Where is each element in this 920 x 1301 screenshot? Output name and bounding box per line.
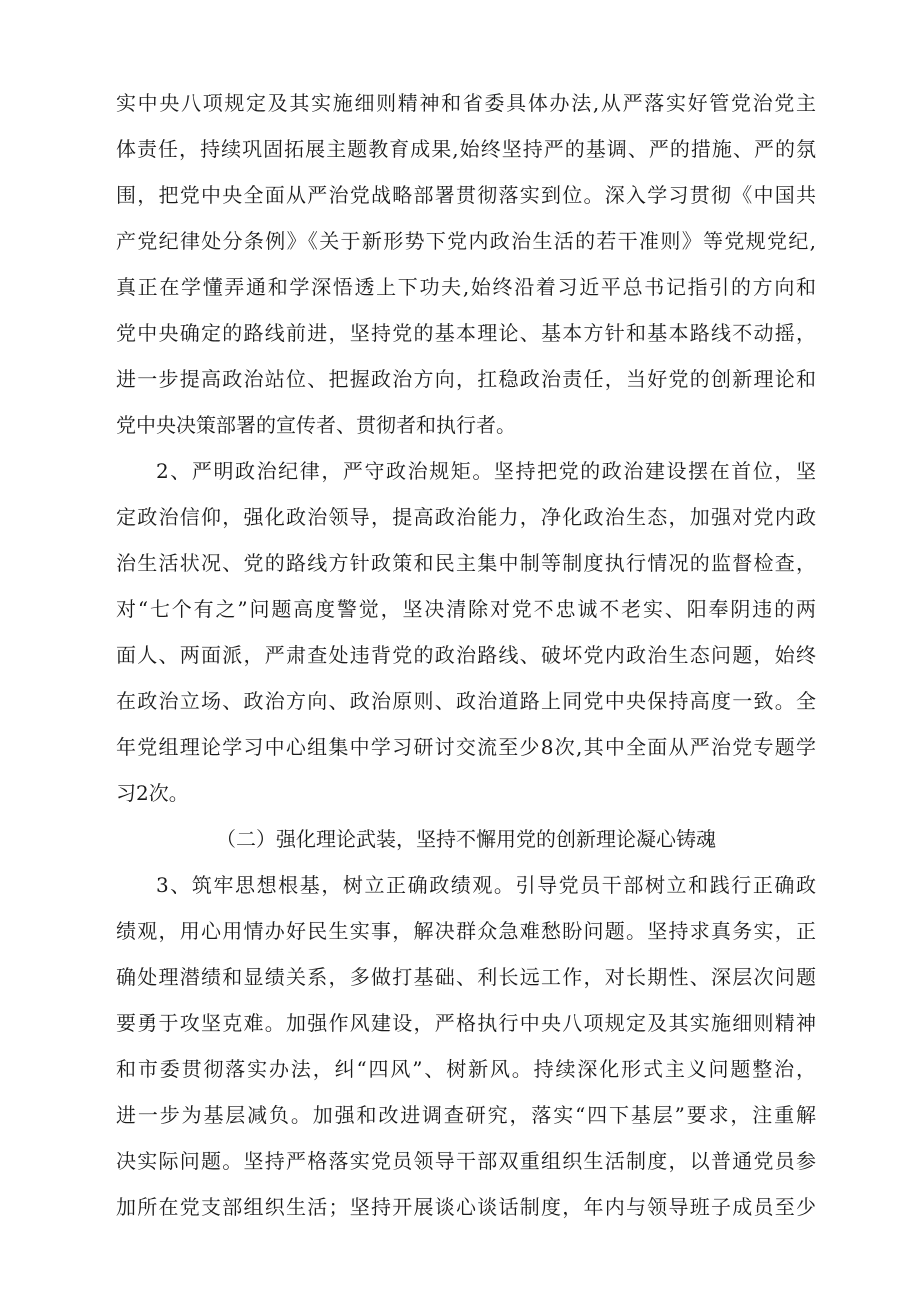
text-line: 围，把党中央全面从严治党战略部署贯彻落实到位。深入学习贯彻《中国共 — [116, 183, 816, 207]
text-line: 加所在党支部组织生活；坚持开展谈心谈话制度，年内与领导班子成员至少 — [116, 1195, 816, 1219]
text-line: 实中央八项规定及其实施细则精神和省委具体办法,从严落实好管党治党主 — [116, 91, 816, 115]
text-line: 真正在学懂弄通和学深悟透上下功夫,始终沿着习近平总书记指引的方向和 — [116, 275, 816, 299]
text-line: 进一步为基层减负。加强和改进调查研究，落实“四下基层”要求，注重解 — [116, 1103, 816, 1127]
text-line: 在政治立场、政治方向、政治原则、政治道路上同党中央保持高度一致。全 — [116, 689, 816, 713]
paragraph-first-line: 3、筑牢思想根基，树立正确政绩观。引导党员干部树立和践行正确政 — [156, 873, 816, 897]
text-line: 和市委贯彻落实办法，纠“四风”、树新风。持续深化形式主义问题整治， — [116, 1057, 816, 1081]
text-line: 习2次。 — [116, 781, 189, 805]
text-line: 绩观，用心用情办好民生实事，解决群众急难愁盼问题。坚持求真务实，正 — [116, 919, 816, 943]
text-line: 党中央决策部署的宣传者、贯彻者和执行者。 — [116, 413, 516, 437]
text-line: 确处理潜绩和显绩关系，多做打基础、利长远工作，对长期性、深层次问题 — [116, 965, 816, 989]
text-line: 党中央确定的路线前进，坚持党的基本理论、基本方针和基本路线不动摇， — [116, 321, 816, 345]
document-body — [116, 80, 816, 1230]
text-line: 进一步提高政治站位、把握政治方向，扛稳政治责任，当好党的创新理论和 — [116, 367, 816, 391]
text-line: 对“七个有之”问题高度警觉，坚决清除对党不忠诚不老实、阳奉阴违的两 — [116, 597, 816, 621]
text-line: 体责任，持续巩固拓展主题教育成果,始终坚持严的基调、严的措施、严的氛 — [116, 137, 816, 161]
text-line: 年党组理论学习中心组集中学习研讨交流至少8次,其中全面从严治党专题学 — [116, 735, 816, 759]
text-line: 要勇于攻坚克难。加强作风建设，严格执行中央八项规定及其实施细则精神 — [116, 1011, 816, 1035]
section-heading: （二）强化理论武装，坚持不懈用党的创新理论凝心铸魂 — [216, 827, 716, 851]
text-line: 产党纪律处分条例》《关于新形势下党内政治生活的若干准则》等党规党纪, — [116, 229, 816, 253]
text-line: 治生活状况、党的路线方针政策和民主集中制等制度执行情况的监督检查， — [116, 551, 816, 575]
text-line: 决实际问题。坚持严格落实党员领导干部双重组织生活制度，以普通党员参 — [116, 1149, 816, 1173]
text-line: 定政治信仰，强化政治领导，提高政治能力，净化政治生态，加强对党内政 — [116, 505, 816, 529]
text-line: 面人、两面派，严肃查处违背党的政治路线、破坏党内政治生态问题，始终 — [116, 643, 816, 667]
paragraph-first-line: 2、严明政治纪律，严守政治规矩。坚持把党的政治建设摆在首位，坚 — [156, 459, 816, 483]
